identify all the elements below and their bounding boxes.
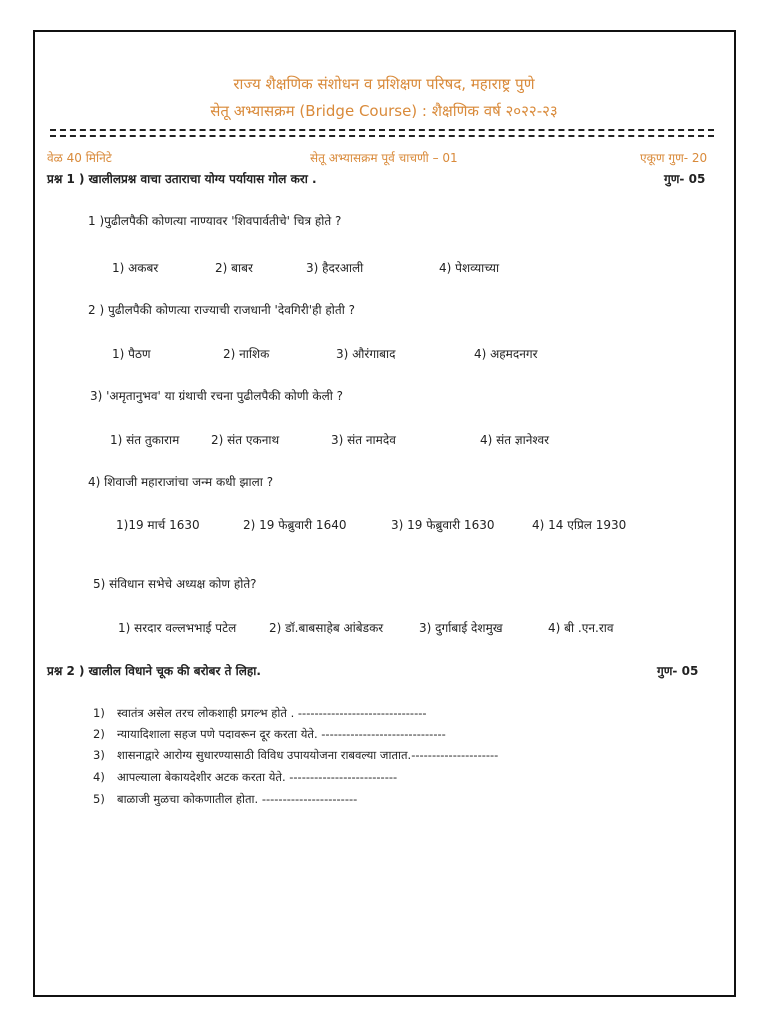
option: 1) पैठण <box>112 347 151 361</box>
option: 3) संत नामदेव <box>331 433 396 447</box>
option: 3) 19 फेब्रुवारी 1630 <box>391 518 495 532</box>
option: 1)19 मार्च 1630 <box>116 518 200 532</box>
question-5: 5) संविधान सभेचे अध्यक्ष कोण होते? <box>93 577 257 591</box>
option: 4) पेशव्याच्या <box>439 261 500 275</box>
separator-line <box>50 135 714 137</box>
option: 4) 14 एप्रिल 1930 <box>532 518 627 532</box>
option: 3) हैदरआली <box>306 261 364 275</box>
test-name: सेतू अभ्यासक्रम पूर्व चाचणी – 01 <box>310 151 458 165</box>
option: 1) सरदार वल्लभभाई पटेल <box>118 621 237 635</box>
statement-text: न्यायादिशाला सहज पणे पदावरून दूर करता येते. ------------------------------ <box>117 727 446 741</box>
statement-text: स्वातंत्र असेल तरच लोकशाही प्रगल्भ होते . ------------------------------- <box>117 706 427 720</box>
total-marks: एकूण गुण- 20 <box>640 151 708 165</box>
statement-text: आपल्याला बेकायदेशीर अटक करता येते. -------------------------- <box>117 770 398 784</box>
question-2: 2 ) पुढीलपैकी कोणत्या राज्याची राजधानी 'देवगिरी'ही होती ? <box>88 303 355 317</box>
option: 1) अकबर <box>112 261 159 275</box>
option: 2) डॉ.बाबसाहेब आंबेडकर <box>269 621 384 635</box>
option: 4) बी .एन.राव <box>548 621 614 635</box>
option: 3) औरंगाबाद <box>336 347 396 361</box>
statement-text: शासनाद्वारे आरोग्य सुधारण्यासाठी विविध उपाययोजना राबवल्या जातात.--------------------- <box>117 748 499 762</box>
statement-number: 2) <box>93 727 105 741</box>
section2-marks: गुण- 05 <box>657 664 699 678</box>
option: 2) नाशिक <box>223 347 270 361</box>
question-4: 4) शिवाजी महाराजांचा जन्म कधी झाला ? <box>88 475 274 489</box>
section1-title: प्रश्न 1 ) खालीलप्रश्न वाचा उताराचा योग्य पर्यायास गोल करा . <box>47 172 317 186</box>
section1-marks: गुण- 05 <box>664 172 706 186</box>
statement-number: 3) <box>93 748 105 762</box>
statement-text: बाळाजी मुळचा कोकणातील होता. ----------------------- <box>117 792 358 806</box>
option: 2) बाबर <box>215 261 253 275</box>
question-3: 3) 'अमृतानुभव' या ग्रंथाची रचना पुढीलपैकी कोणी केली ? <box>90 389 344 403</box>
separator-line <box>50 129 714 131</box>
option: 4) अहमदनगर <box>474 347 538 361</box>
time-label: वेळ 40 मिनिटे <box>47 151 112 165</box>
statement-number: 4) <box>93 770 105 784</box>
section2-title: प्रश्न 2 ) खालील विधाने चूक की बरोबर ते लिहा. <box>47 664 261 678</box>
question-1: 1 )पुढीलपैकी कोणत्या नाण्यावर 'शिवपार्वतीचे' चित्र होते ? <box>88 214 342 228</box>
header-title: राज्य शैक्षणिक संशोधन व प्रशिक्षण परिषद, महाराष्ट्र पुणे <box>233 75 535 93</box>
option: 1) संत तुकाराम <box>110 433 180 447</box>
header-subtitle: सेतू अभ्यासक्रम (Bridge Course) : शैक्षणिक वर्ष २०२२-२३ <box>210 102 558 120</box>
option: 4) संत ज्ञानेश्वर <box>480 433 550 447</box>
option: 3) दुर्गाबाई देशमुख <box>419 621 503 635</box>
statement-number: 1) <box>93 706 105 720</box>
statement-number: 5) <box>93 792 105 806</box>
option: 2) संत एकनाथ <box>211 433 280 447</box>
option: 2) 19 फेब्रुवारी 1640 <box>243 518 347 532</box>
